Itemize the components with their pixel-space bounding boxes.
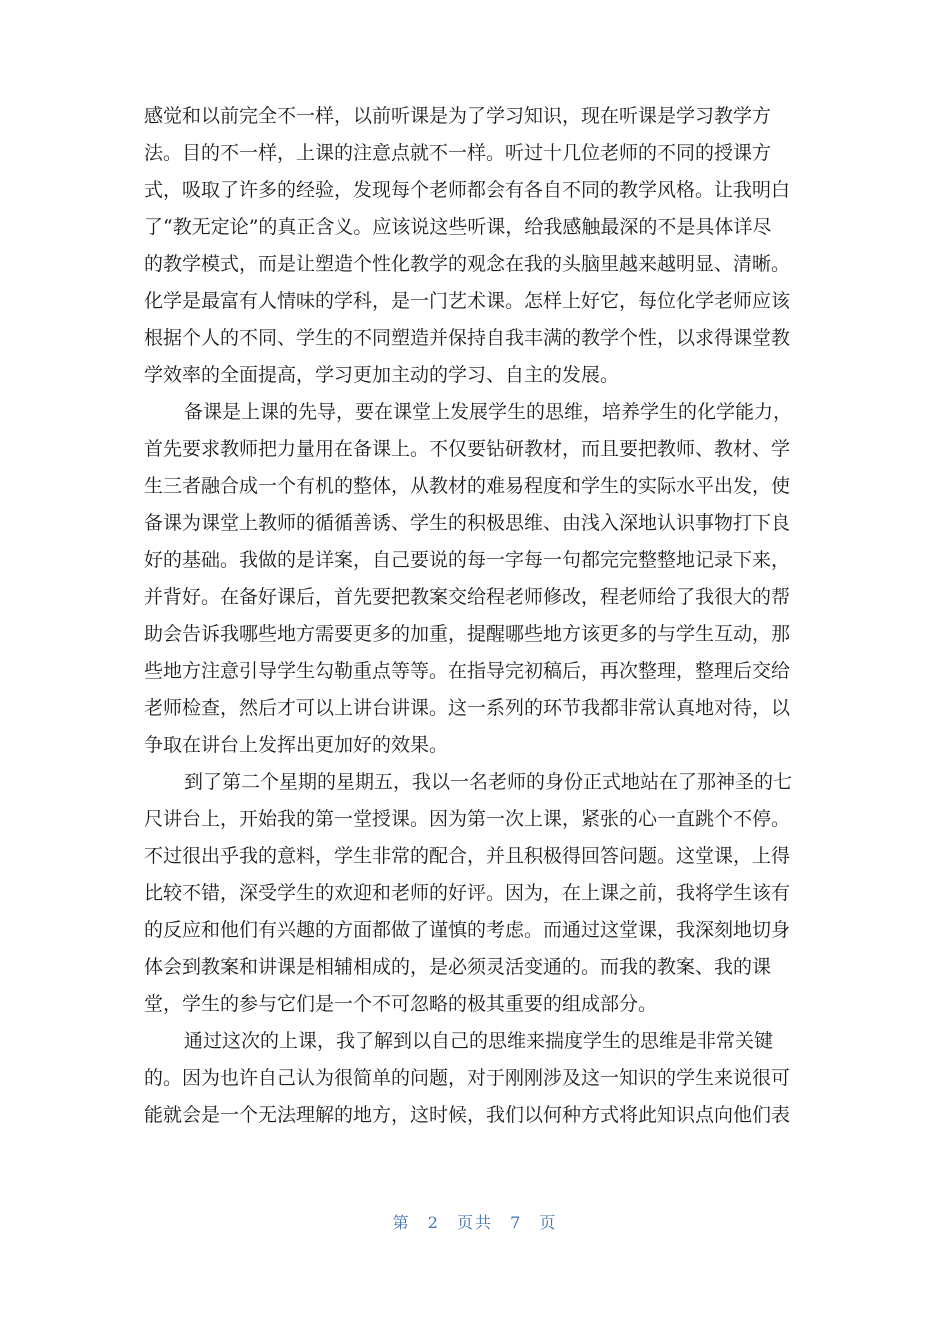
text-line: 备课是上课的先导，要在课堂上发展学生的思维，培养学生的化学能力， [184, 401, 793, 423]
text-line: 好的基础。我做的是详案，自己要说的每一字每一句都完完整整地记录下来， [144, 549, 791, 571]
text-line: 比较不错，深受学生的欢迎和老师的好评。因为，在上课之前，我将学生该有 [144, 882, 791, 904]
footer-label-ye-gong: 页共 [456, 1213, 493, 1232]
text-line: 式，吸取了许多的经验，发现每个老师都会有各自不同的教学风格。让我明白 [144, 179, 791, 201]
text-line: 法。目的不一样，上课的注意点就不一样。听过十几位老师的不同的授课方 [144, 142, 772, 164]
text-line: 学效率的全面提高，学习更加主动的学习、自主的发展。 [144, 364, 620, 386]
text-line: 了“教无定论”的真正含义。应该说这些听课，给我感触最深的不是具体详尽 [144, 216, 772, 238]
text-line: 并背好。在备好课后，首先要把教案交给程老师修改，程老师给了我很大的帮 [144, 586, 791, 608]
text-line: 体会到教案和讲课是相辅相成的，是必须灵活变通的。而我的教案、我的课 [144, 956, 772, 978]
text-line: 的反应和他们有兴趣的方面都做了谨慎的考虑。而通过这堂课，我深刻地切身 [144, 919, 791, 941]
text-line: 尺讲台上，开始我的第一堂授课。因为第一次上课，紧张的心一直跳个不停。 [144, 808, 791, 830]
text-line: 的教学模式，而是让塑造个性化教学的观念在我的头脑里越来越明显、清晰。 [144, 253, 791, 275]
page-footer [0, 1210, 950, 1233]
text-line: 生三者融合成一个有机的整体，从教材的难易程度和学生的实际水平出发，使 [144, 475, 791, 497]
text-line: 备课为课堂上教师的循循善诱、学生的积极思维、由浅入深地认识事物打下良 [144, 512, 791, 534]
footer-label-di: 第 [392, 1213, 411, 1232]
footer-page-total: 7 [510, 1213, 523, 1232]
document-body [144, 98, 804, 1134]
text-line: 的。因为也许自己认为很简单的问题，对于刚刚涉及这一知识的学生来说很可 [144, 1067, 791, 1089]
footer-label-ye: 页 [539, 1213, 558, 1232]
text-line: 首先要求教师把力量用在备课上。不仅要钻研教材，而且要把教师、教材、学 [144, 438, 791, 460]
text-line: 些地方注意引导学生勾勒重点等等。在指导完初稿后，再次整理，整理后交给 [144, 660, 791, 682]
footer-page-current: 2 [427, 1213, 440, 1232]
text-line: 争取在讲台上发挥出更加好的效果。 [144, 734, 449, 756]
text-line: 到了第二个星期的星期五，我以一名老师的身份正式地站在了那神圣的七 [184, 771, 793, 793]
text-line: 通过这次的上课，我了解到以自己的思维来揣度学生的思维是非常关键 [184, 1030, 774, 1052]
text-line: 助会告诉我哪些地方需要更多的加重，提醒哪些地方该更多的与学生互动，那 [144, 623, 791, 645]
text-line: 老师检查，然后才可以上讲台讲课。这一系列的环节我都非常认真地对待，以 [144, 697, 791, 719]
text-line: 根据个人的不同、学生的不同塑造并保持自我丰满的教学个性，以求得课堂教 [144, 327, 791, 349]
text-line: 感觉和以前完全不一样，以前听课是为了学习知识，现在听课是学习教学方 [144, 105, 772, 127]
text-line: 堂，学生的参与它们是一个不可忽略的极其重要的组成部分。 [144, 993, 658, 1015]
text-line: 不过很出乎我的意料，学生非常的配合，并且积极得回答问题。这堂课，上得 [144, 845, 791, 867]
text-line: 能就会是一个无法理解的地方，这时候，我们以何种方式将此知识点向他们表 [144, 1104, 791, 1126]
text-line: 化学是最富有人情味的学科，是一门艺术课。怎样上好它，每位化学老师应该 [144, 290, 791, 312]
